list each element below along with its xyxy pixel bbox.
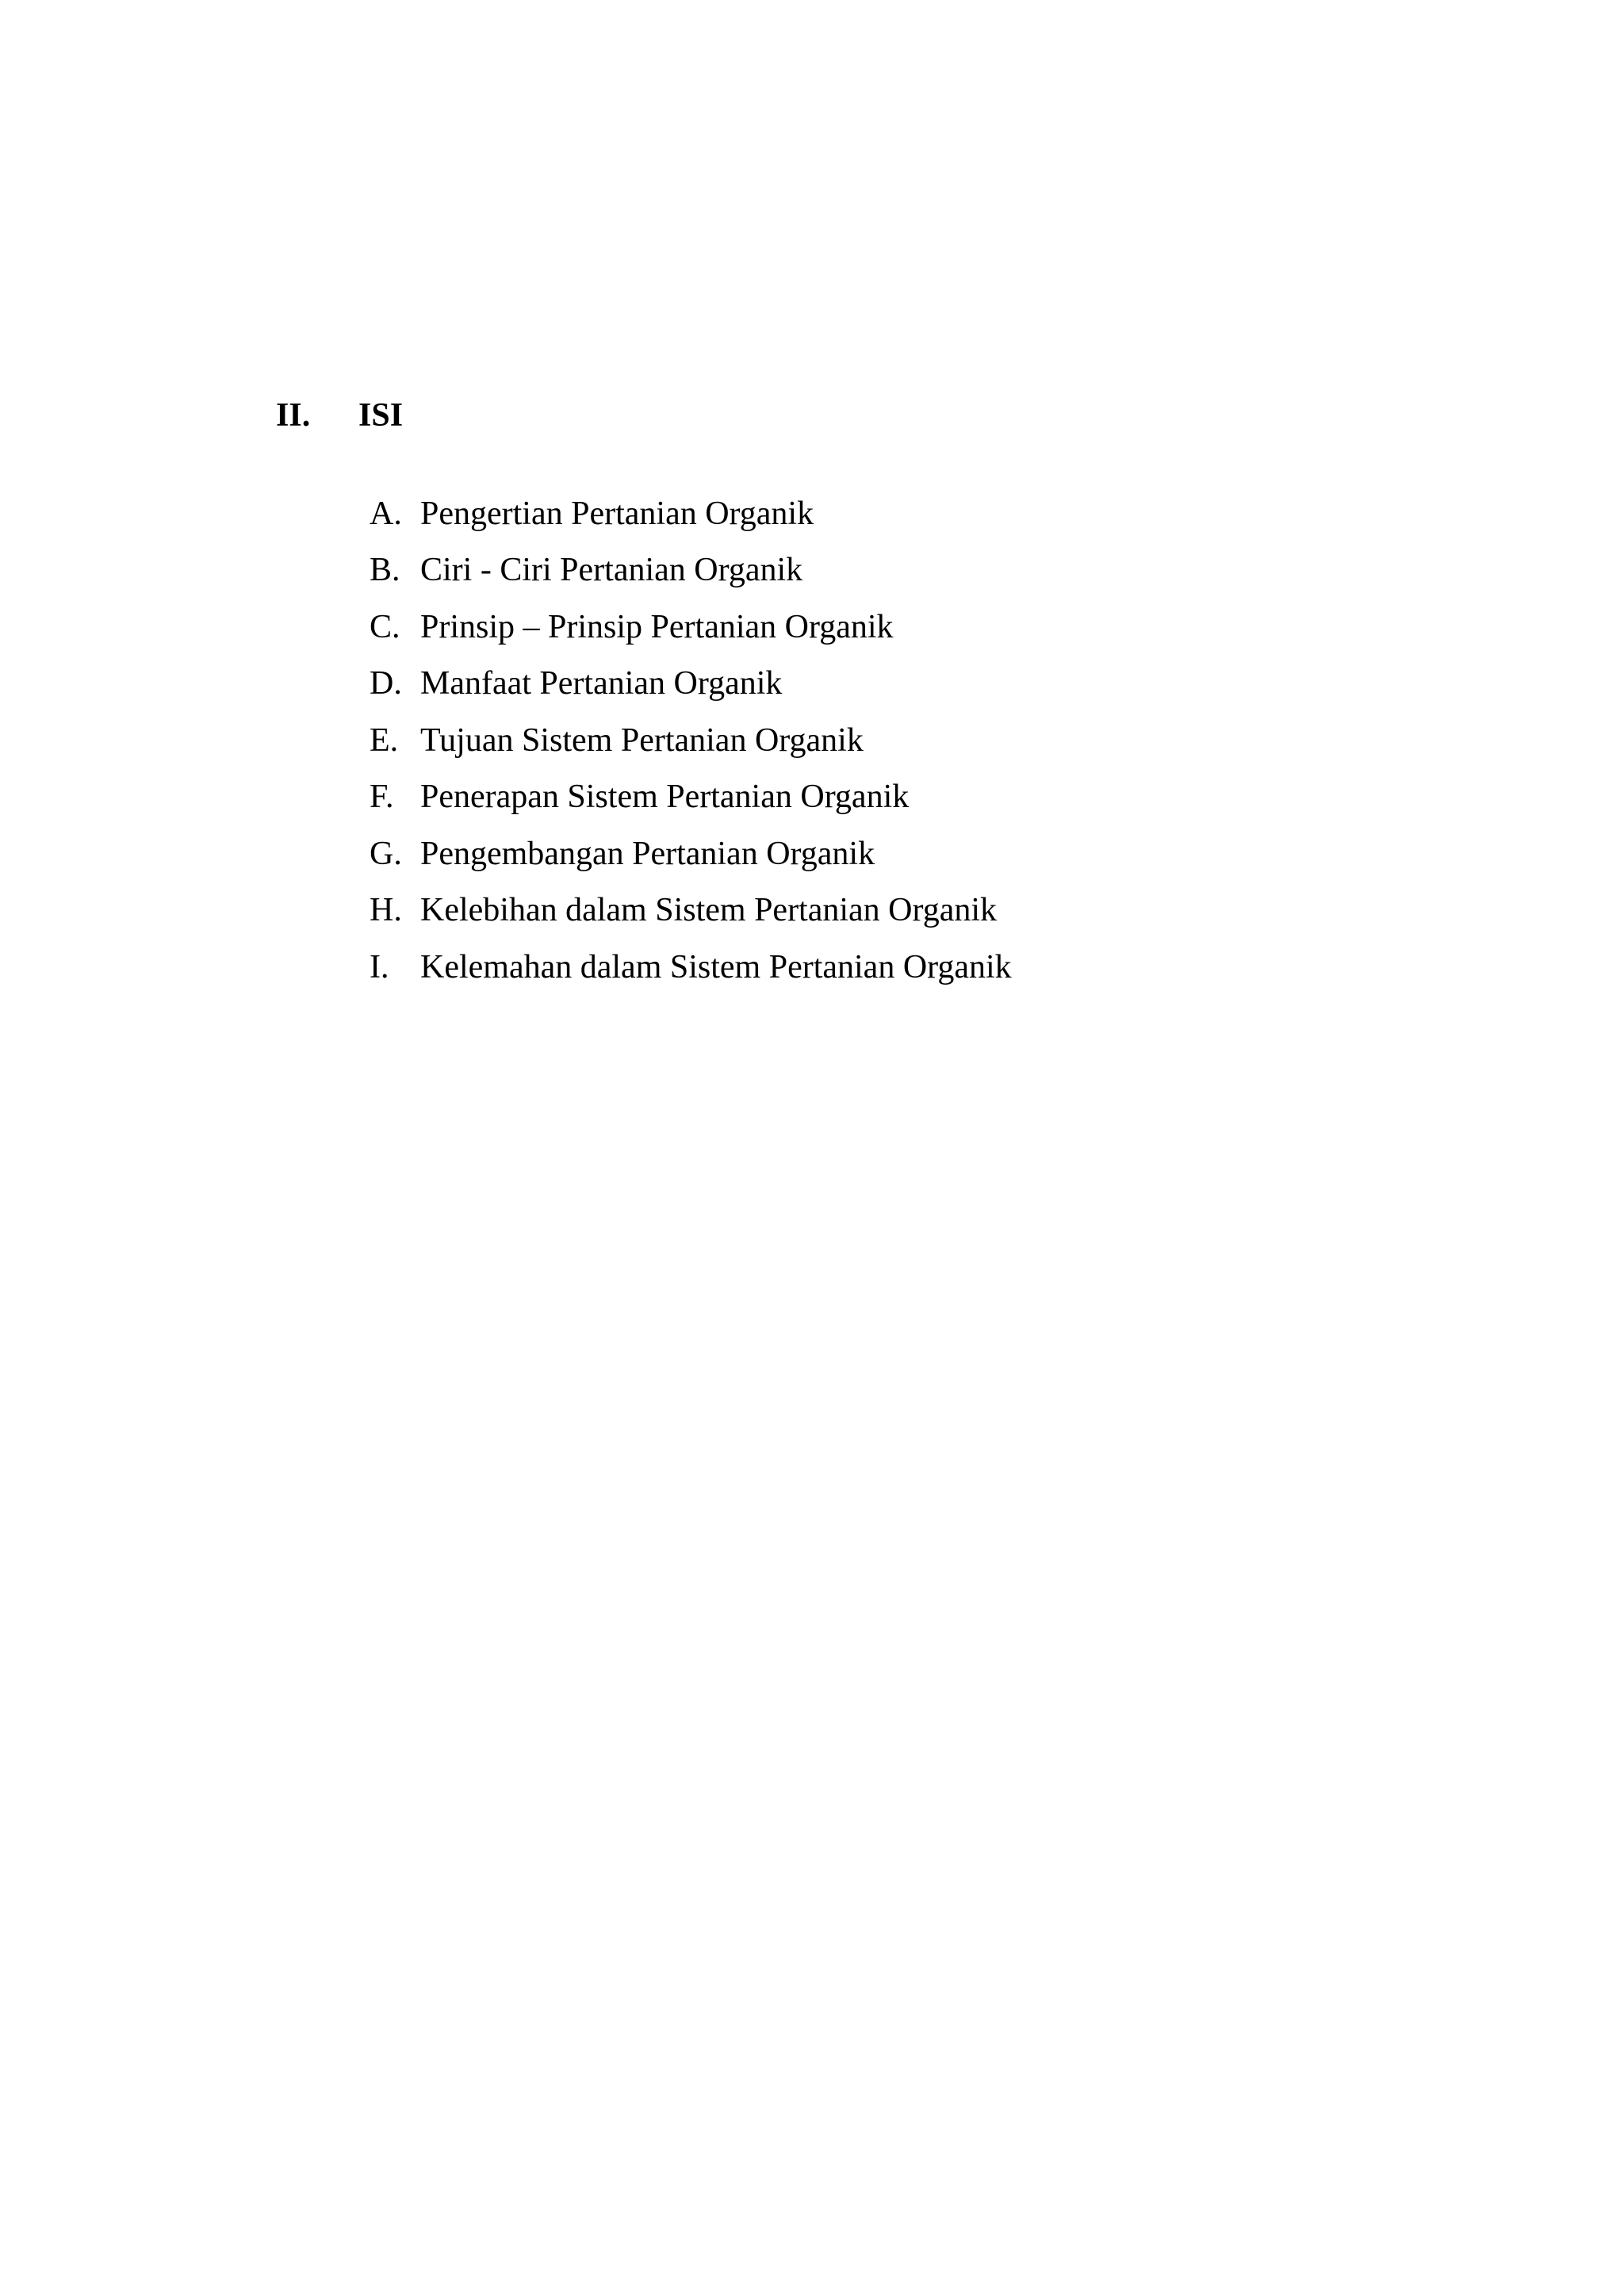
list-item [370, 939, 1012, 996]
list-item [370, 769, 1012, 826]
list-item-text: Kelebihan dalam Sistem Pertanian Organik [420, 892, 998, 929]
list-item-letter: E. [370, 721, 399, 759]
list-item-text: Pengembangan Pertanian Organik [420, 835, 875, 872]
list-item-text: Ciri - Ciri Pertanian Organik [420, 552, 803, 589]
section-number: II. [276, 397, 311, 434]
list-item-text: Tujuan Sistem Pertanian Organik [420, 721, 864, 759]
list-item [370, 485, 1012, 542]
list-item [370, 712, 1012, 769]
content-list [370, 485, 1012, 996]
list-item-letter: H. [370, 892, 402, 929]
section-heading [276, 392, 403, 439]
list-item-text: Prinsip – Prinsip Pertanian Organik [420, 608, 894, 645]
list-item-letter: G. [370, 835, 402, 872]
list-item-text: Pengertian Pertanian Organik [420, 495, 814, 532]
list-item [370, 542, 1012, 599]
section-title: ISI [358, 397, 404, 434]
list-item-letter: D. [370, 665, 402, 702]
list-item-text: Manfaat Pertanian Organik [420, 665, 783, 702]
list-item-letter: A. [370, 495, 402, 532]
list-item-letter: F. [370, 779, 394, 816]
list-item-text: Penerapan Sistem Pertanian Organik [420, 779, 910, 816]
list-item-letter: C. [370, 608, 400, 645]
list-item-letter: I. [370, 948, 389, 985]
list-item-letter: B. [370, 552, 400, 589]
list-item [370, 882, 1012, 939]
list-item [370, 825, 1012, 882]
list-item [370, 599, 1012, 656]
list-item [370, 656, 1012, 713]
list-item-text: Kelemahan dalam Sistem Pertanian Organik [420, 948, 1012, 985]
